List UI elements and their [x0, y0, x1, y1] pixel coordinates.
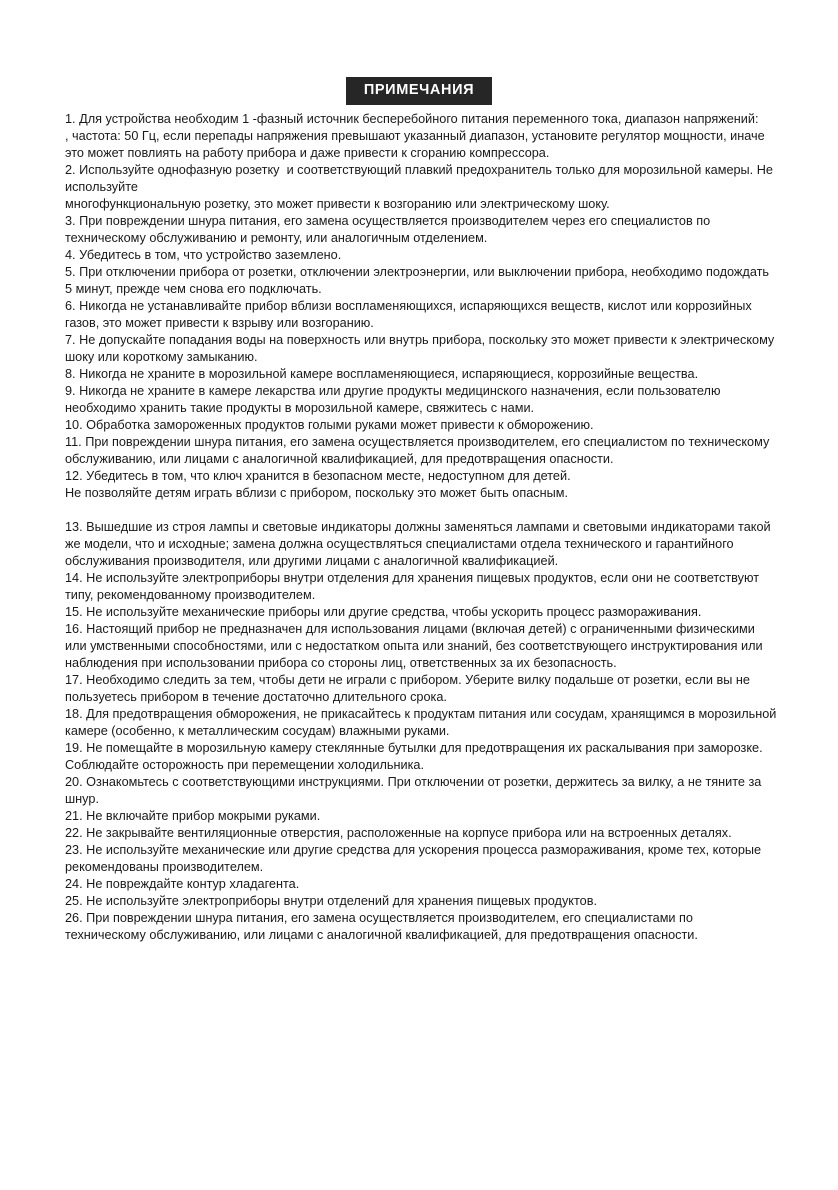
note-item: 16. Настоящий прибор не предназначен для использования лицами (включая детей) с ограниченными физическими или умственными способностями, или с недостатком опыта или знаний, без соответствующего инструктирования или наблюдения при использовании прибора со стороны лиц, ответственных за их безопасность. [65, 622, 767, 670]
note-item: 24. Не повреждайте контур хладагента. [65, 877, 300, 891]
note-item: 15. Не используйте механические приборы или другие средства, чтобы ускорить процесс размораживания. [65, 605, 702, 619]
note-item: 2. Используйте однофазную розетку и соответствующий плавкий предохранитель только для морозильной камеры. Не используйте [65, 163, 777, 194]
page-title: ПРИМЕЧАНИЯ [346, 77, 492, 105]
note-item: 13. Вышедшие из строя лампы и световые индикаторы должны заменяться лампами и световыми индикаторами такой же модели, что и исходные; замена должна осуществляться специалистами отдела технического и гарантийного обслуживания производителя, или другими лицами с аналогичной квалификацией. [65, 520, 775, 568]
note-item: Не позволяйте детям играть вблизи с прибором, поскольку это может быть опасным. [65, 486, 568, 500]
notes-list [65, 111, 819, 944]
note-item: 22. Не закрывайте вентиляционные отверстия, расположенные на корпусе прибора или на встроенных деталях. [65, 826, 732, 840]
note-item: 5. При отключении прибора от розетки, отключении электроэнергии, или выключении прибора, необходимо подождать 5 минут, прежде чем снова его подключать. [65, 265, 773, 296]
note-item: 7. Не допускайте попадания воды на поверхность или внутрь прибора, поскольку это может привести к электрическому шоку или короткому замыканию. [65, 333, 778, 364]
note-item: 23. Не используйте механические или другие средства для ускорения процесса размораживания, кроме тех, которые рекомендованы производителем. [65, 843, 765, 874]
note-item: 14. Не используйте электроприборы внутри отделения для хранения пищевых продуктов, если они не соответствуют типу, рекомендованному производителем. [65, 571, 763, 602]
note-item: 11. При повреждении шнура питания, его замена осуществляется производителем, его специалистом по техническому обслуживанию, или лицами с аналогичной квалификацией, для предотвращения опасности. [65, 435, 773, 466]
note-item: 12. Убедитесь в том, что ключ хранится в безопасном месте, недоступном для детей. [65, 469, 571, 483]
note-item: 17. Необходимо следить за тем, чтобы дети не играли с прибором. Уберите вилку подальше от розетки, если вы не пользуетесь прибором в течение достаточно длительного срока. [65, 673, 754, 704]
note-item: 4. Убедитесь в том, что устройство заземлено. [65, 248, 342, 262]
note-item: 25. Не используйте электроприборы внутри отделений для хранения пищевых продуктов. [65, 894, 597, 908]
note-item: 21. Не включайте прибор мокрыми руками. [65, 809, 321, 823]
note-item: 1. Для устройства необходим 1 -фазный источник бесперебойного питания переменного тока, диапазон напряжений: , частота: 50 Гц, если перепады напряжения превышают указанный диапазон, установите регулятор мощности, иначе это может повлиять на работу прибора и даже привести к сгоранию компрессора. [65, 112, 819, 160]
note-item: 9. Никогда не храните в камере лекарства или другие продукты медицинского назначения, если пользователю необходимо хранить такие продукты в морозильной камере, свяжитесь с нами. [65, 384, 725, 415]
note-item: многофункциональную розетку, это может привести к возгоранию или электрическому шоку. [65, 197, 610, 211]
note-item: 20. Ознакомьтесь с соответствующими инструкциями. При отключении от розетки, держитесь за вилку, а не тяните за шнур. [65, 775, 765, 806]
note-item: 8. Никогда не храните в морозильной камере воспламеняющиеся, испаряющиеся, коррозийные вещества. [65, 367, 699, 381]
note-item: 26. При повреждении шнура питания, его замена осуществляется производителем, его специалистами по техническому обслуживанию, или лицами с аналогичной квалификацией, для предотвращения опасности. [65, 911, 698, 942]
note-item: 18. Для предотвращения обморожения, не прикасайтесь к продуктам питания или сосудам, хранящимся в морозильной камере (особенно, к металлическим сосудам) влажными руками. [65, 707, 780, 738]
note-item: 10. Обработка замороженных продуктов голыми руками может привести к обморожению. [65, 418, 594, 432]
notes-header-row [0, 77, 838, 105]
note-item: 3. При повреждении шнура питания, его замена осуществляется производителем через его специалистов по техническому обслуживанию и ремонту, или аналогичным отделением. [65, 214, 714, 245]
note-spacer [65, 502, 777, 519]
note-item: 6. Никогда не устанавливайте прибор вблизи воспламеняющихся, испаряющихся веществ, кислот или коррозийных газов, это может привести к взрыву или возгоранию. [65, 299, 756, 330]
note-item: 19. Не помещайте в морозильную камеру стеклянные бутылки для предотвращения их раскалывания при заморозке. Соблюдайте осторожность при перемещении холодильника. [65, 741, 767, 772]
